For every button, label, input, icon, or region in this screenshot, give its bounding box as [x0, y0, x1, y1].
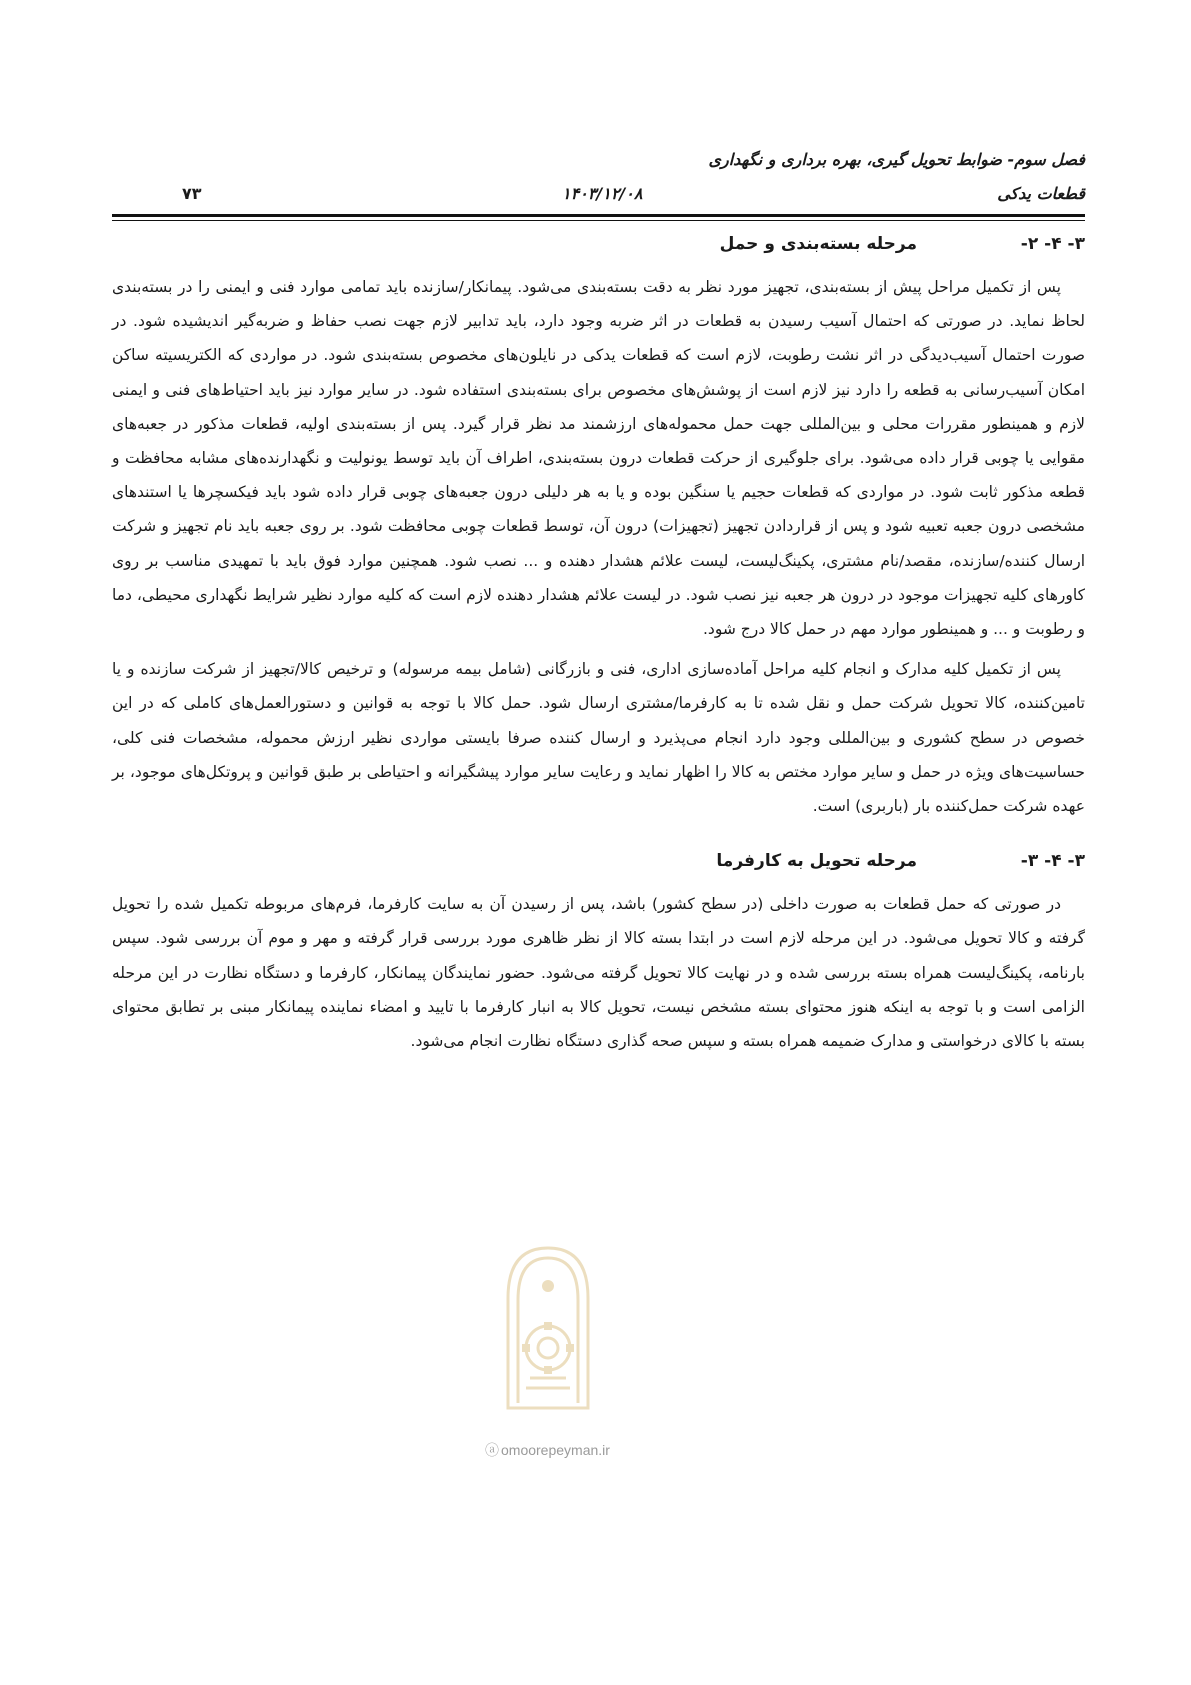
section-number: ۳- ۴- ۲- [1020, 234, 1085, 254]
section-number: ۳- ۴- ۳- [1020, 851, 1085, 872]
paragraph: در صورتی که حمل قطعات به صورت داخلی (در سطح کشور) باشد، پس از رسیدن آن به سایت کارفرما، فرم‌های مربوطه تکمیل شده را تحویل گرفته و کالا تحویل می‌شود. در این مرحله لازم است در ابتدا بسته کالا از نظر ظاهری مورد بررسی قرار گرفته و مهر و موم آن بررسی شود. سپس بارنامه، پکینگ‌لیست همراه بسته بررسی شده و در نهایت کالا تحویل گرفته می‌شود. حضور نمایندگان پیمانکار، کارفرما و دستگاه نظارت در این مرحله الزامی است و با توجه به اینکه هنوز محتوای بسته مشخص نیست، تحویل کالا به انبار کارفرما با تایید و امضاء نماینده پیمانکار مبنی بر تطابق محتوای بسته با کالای درخواستی و مدارک ضمیمه همراه بسته و سپس صحه گذاری دستگاه نظارت انجام می‌شود. [112, 895, 1085, 1051]
section-title: مرحله تحویل به کارفرما [716, 851, 917, 872]
section-packaging [112, 232, 1085, 823]
section-heading [112, 232, 1085, 266]
paragraph: پس از تکمیل مراحل پیش از بسته‌بندی، تجهیز مورد نظر به دقت بسته‌بندی می‌شود. پیمانکار/سازنده باید تمامی موارد فنی و ایمنی را در بسته‌بندی لحاظ نماید. در صورتی که احتمال آسیب رسیدن به قطعات در اثر ضربه وجود دارد، باید تدابیر لازم جهت نصب حفاظ و ضربه‌گیر اندیشیده شود. در صورت احتمال آسیب‌دیدگی در اثر نشت رطوبت، لازم است که قطعات یدکی در نایلون‌های مخصوص بسته‌بندی شود. در مواردی که الکتریسیته ساکن امکان آسیب‌رسانی به قطعه را دارد نیز لازم است از پوشش‌های مخصوص برای بسته‌بندی استفاده شود. در سایر موارد نیز باید احتیاط‌های فنی و ایمنی لازم و همینطور مقررات محلی و بین‌المللی جهت حمل محموله‌های ارزشمند مد نظر قرار گیرد. پس از بسته‌بندی اولیه، قطعات مذکور در جعبه‌های مقوایی یا چوبی قرار داده می‌شود. برای جلوگیری از حرکت قطعات درون بسته‌بندی، اطراف آن باید توسط یونولیت و نگهدارنده‌های مشابه محافظت و قطعه مذکور ثابت شود. در مواردی که قطعات حجیم یا سنگین بوده و یا به هر دلیلی درون جعبه‌های چوبی قرار داده شود باید فیکسچرها یا استندهای مشخصی درون جعبه تعبیه شود و پس از قراردادن تجهیز (تجهیزات) درون آن، توسط قطعات چوبی محافظت شود. بر روی جعبه باید نام تجهیز و شرکت ارسال کننده/سازنده، مقصد/نام مشتری، پکینگ‌لیست، لیست علائم هشدار دهنده و ... نصب شود. همچنین موارد فوق باید با تمهیدی مناسب بر روی کاورهای کلیه تجهیزات موجود در درون هر جعبه نیز نصب شود. در لیست علائم هشدار دهنده لازم است که کلیه موارد نظیر شرایط نگهداری محیطی، دما و رطوبت و ... و همینطور موارد مهم در حمل کالا درج شود. [112, 278, 1085, 639]
watermark-url-text: omoorepeyman.ir [501, 1442, 610, 1458]
running-header [112, 150, 1085, 230]
header-date: ۱۴۰۳/۱۲/۰۸ [562, 184, 643, 203]
page-number: ۷۳ [182, 184, 202, 203]
chapter-title: فصل سوم- ضوابط تحویل گیری، بهره برداری و نگهداری [708, 150, 1085, 169]
at-sign-icon: ⓐ [485, 1442, 499, 1458]
header-rule-thick [112, 214, 1085, 217]
subject-title: قطعات یدکی [997, 184, 1085, 203]
paragraph: پس از تکمیل کلیه مدارک و انجام کلیه مراحل آماده‌سازی اداری، فنی و بازرگانی (شامل بیمه مرسوله) و ترخیص کالا/تجهیز از شرکت سازنده و یا تامین‌کننده، کالا تحویل شرکت حمل و نقل شده تا به کارفرما/مشتری ارسال شود. حمل کالا با توجه به قوانین و دستورالعمل‌های کاملی که در این خصوص در سطح کشوری و بین‌المللی وجود دارد انجام می‌پذیرد و ارسال کننده صرفا بایستی مواردی نظیر ارزش محموله، مشخصات فنی کلی، حساسیت‌های ویژه در حمل و سایر موارد مختص به کالا را اظهار نماید و رعایت سایر موارد پیشگیرانه و احتیاطی بر طبق قوانین و پروتکل‌های موجود، بر عهده شرکت حمل‌کننده بار (باربری) است. [112, 660, 1085, 816]
watermark-logo-icon [488, 1238, 608, 1418]
document-body [112, 232, 1085, 1064]
watermark-url [485, 1440, 610, 1460]
section-heading [112, 849, 1085, 883]
header-rule-thin [112, 220, 1085, 221]
section-delivery [112, 849, 1085, 1058]
spacer [112, 829, 1085, 849]
section-title: مرحله بسته‌بندی و حمل [719, 234, 917, 254]
